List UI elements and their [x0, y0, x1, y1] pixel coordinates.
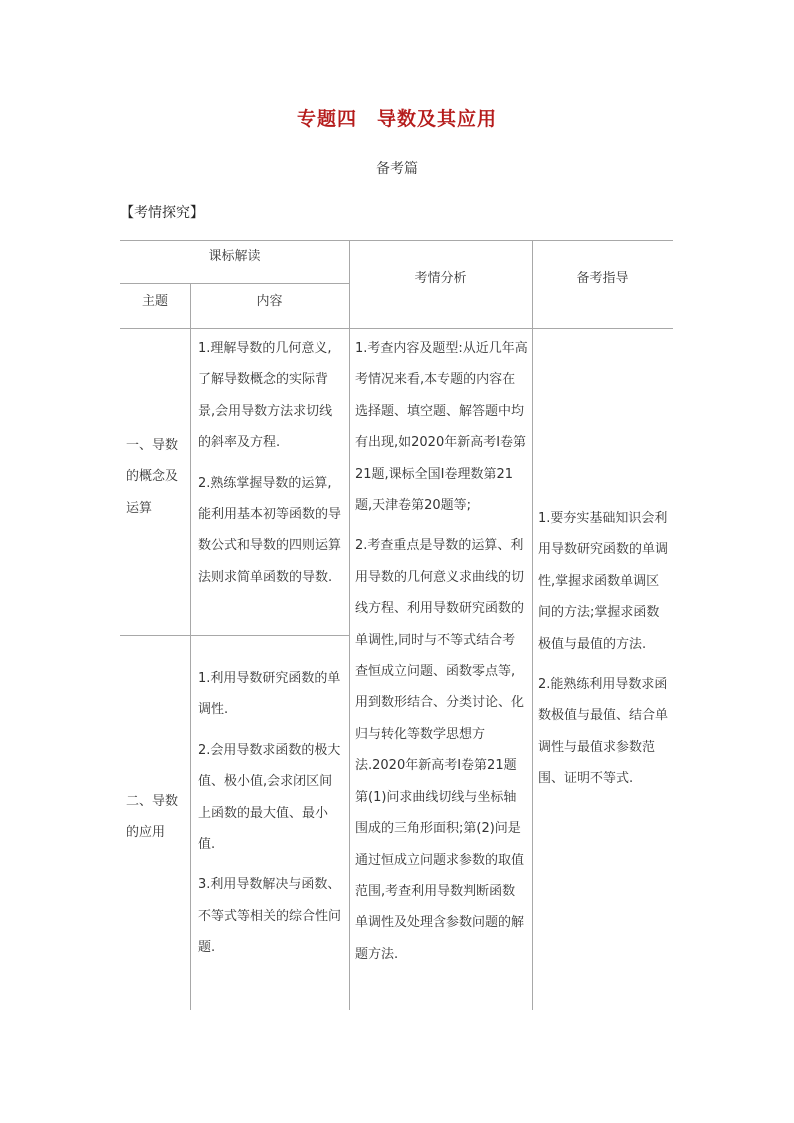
table-col-divider-2 — [349, 240, 350, 1010]
row2-content — [198, 663, 344, 973]
table-divider-curriculum — [120, 283, 349, 284]
analysis-column — [355, 333, 528, 979]
row1-content — [198, 333, 344, 602]
row2-content-item-2: 2.会用导数求函数的极大值、极小值,会求闭区间上函数的最大值、最小值. — [198, 742, 341, 853]
page-subtitle: 备考篇 — [376, 161, 418, 177]
guidance-item-2: 2.能熟练利用导数求函数极值与最值、结合单调性与最值求参数范围、证明不等式. — [538, 677, 669, 787]
header-curriculum: 课标解读 — [208, 249, 261, 264]
table-col-divider-1 — [190, 283, 191, 1010]
row1-content-item-1: 1.理解导数的几何意义,了解导数概念的实际背景,会用导数方法求切线的斜率及方程. — [198, 341, 333, 451]
header-topic: 主题 — [141, 294, 168, 309]
row2-content-item-3: 3.利用导数解决与函数、不等式等相关的综合性问题. — [198, 877, 342, 956]
header-analysis: 考情分析 — [414, 271, 467, 286]
row2-topic: 二、导数的应用 — [126, 794, 179, 841]
analysis-item-2: 2.考查重点是导数的运算、利用导数的几何意义求曲线的切线方程、利用导数研究函数的单调性,同时与不等式结合考查恒成立问题、函数零点等,用到数形结合、分类讨论、化归与转化等数学思想方法.2020年新高考Ⅰ卷第21题第(1)问求曲线切线与坐标轴围成的三角形面积;第(2)问是通过恒成立问题求参数的取值范围,考查利用导数判断函数单调性及处理含参数问题的解题方法. — [355, 538, 525, 962]
page-title: 专题四 导数及其应用 — [296, 108, 497, 130]
row1-content-item-2: 2.熟练掌握导数的运算,能利用基本初等函数的导数公式和导数的四则运算法则求简单函数的导数. — [198, 475, 342, 585]
guidance-column — [538, 503, 670, 804]
header-content: 内容 — [256, 294, 283, 309]
row2-content-item-1: 1.利用导数研究函数的单调性. — [198, 671, 341, 718]
table-col-divider-3 — [532, 240, 533, 1010]
section-heading: 【考情探究】 — [120, 205, 204, 221]
table-divider-header-bottom — [120, 328, 673, 329]
row1-topic: 一、导数的概念及运算 — [126, 438, 179, 516]
table-border-top — [120, 240, 673, 241]
table-divider-row — [120, 635, 349, 636]
header-guidance: 备考指导 — [576, 271, 629, 286]
guidance-item-1: 1.要夯实基础知识会利用导数研究函数的单调性,掌握求函数单调区间的方法;掌握求函数极值与最值的方法. — [538, 511, 669, 652]
analysis-item-1: 1.考查内容及题型:从近几年高考情况来看,本专题的内容在选择题、填空题、解答题中均有出现,如2020年新高考Ⅰ卷第21题,课标全国Ⅰ卷理数第21题,天津卷第20题等; — [355, 341, 528, 514]
